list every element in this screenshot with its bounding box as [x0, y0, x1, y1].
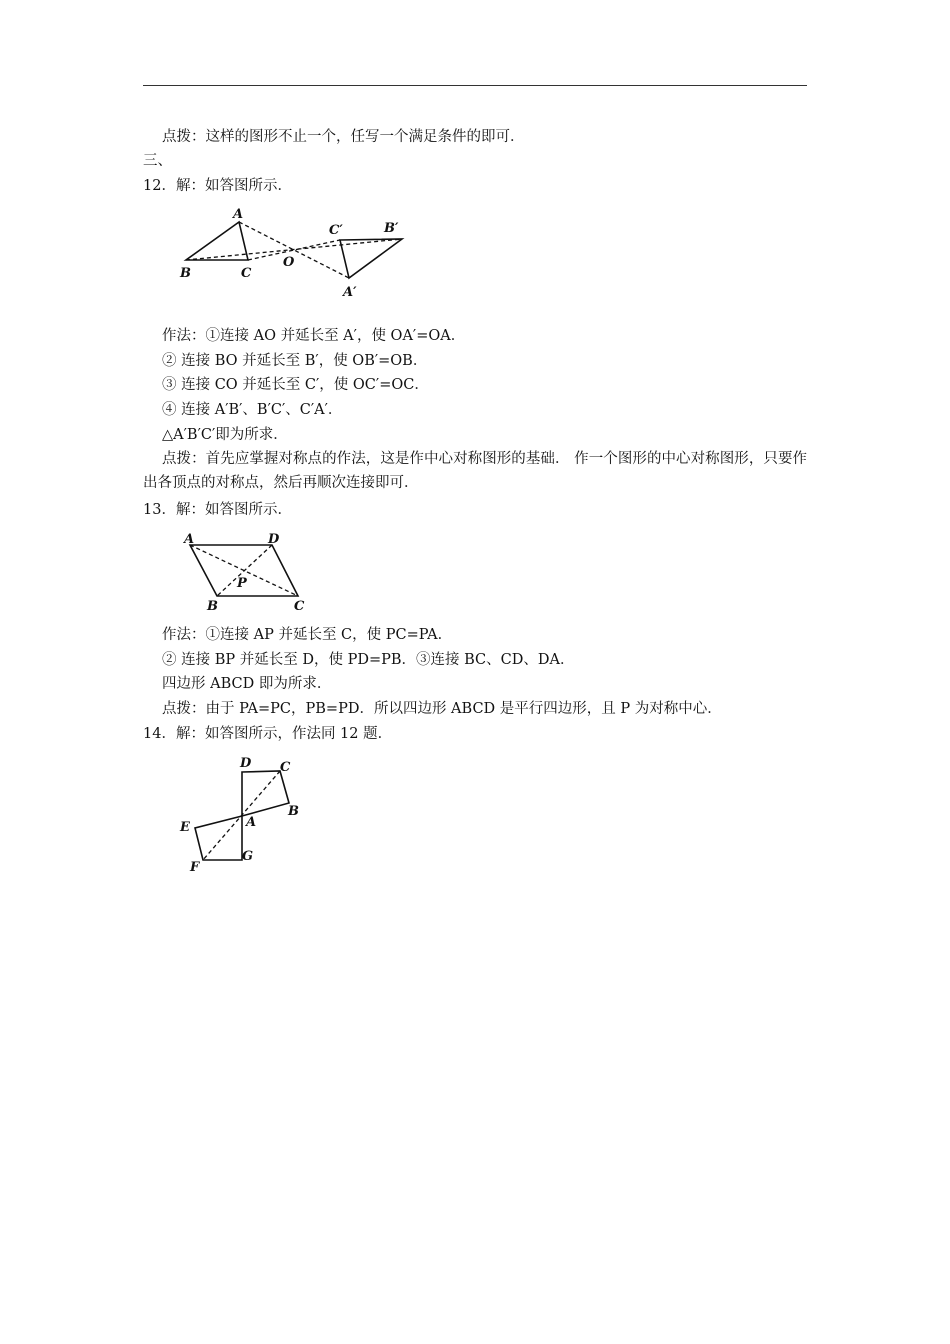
- label-cp: C′: [329, 223, 343, 238]
- label-ap: A′: [343, 285, 357, 300]
- label-d: D: [240, 756, 252, 771]
- tip-line-1: 点拨：这样的图形不止一个，任写一个满足条件的即可．: [162, 129, 525, 145]
- label-a: A: [184, 532, 195, 547]
- q12-answer: 12．解：如答图所示．: [143, 178, 292, 194]
- q13-result: 四边形 ABCD 即为所求．: [162, 676, 332, 692]
- section-heading: 三、: [143, 153, 172, 169]
- label-c: C: [294, 599, 305, 614]
- label-b: B: [180, 266, 191, 281]
- label-c: C: [241, 266, 252, 281]
- q12-tip: 点拨：首先应掌握对称点的作法，这是作中心对称图形的基础． 作一个图形的中心对称图形，只要作出各顶点的对称点，然后再顺次连接即可．: [143, 451, 807, 491]
- label-e: E: [180, 820, 190, 835]
- q12-result: △A′B′C′即为所求．: [162, 427, 288, 443]
- label-p: P: [237, 576, 247, 591]
- q13-answer: 13．解：如答图所示．: [143, 502, 292, 518]
- q12-step-3: ③ 连接 CO 并延长至 C′，使 OC′=OC．: [162, 377, 429, 393]
- label-g: G: [242, 849, 254, 864]
- label-f: F: [190, 860, 200, 875]
- q13-step-2: ② 连接 BP 并延长至 D，使 PD=PB．③连接 BC、CD、DA．: [162, 652, 575, 668]
- label-o: O: [283, 255, 295, 270]
- label-d: D: [268, 532, 280, 547]
- label-bp: B′: [384, 221, 399, 236]
- label-c: C: [280, 760, 291, 775]
- label-b: B: [207, 599, 218, 614]
- quad-aefg: [195, 816, 242, 860]
- label-b: B: [288, 804, 299, 819]
- label-a: A: [246, 815, 257, 830]
- q14-answer: 14．解：如答图所示，作法同 12 题．: [143, 726, 393, 742]
- q12-step-4: ④ 连接 A′B′、B′C′、C′A′．: [162, 402, 343, 418]
- q12-step-1: 作法：①连接 AO 并延长至 A′，使 OA′=OA．: [162, 328, 466, 344]
- label-a: A: [233, 207, 244, 222]
- q13-step-1: 作法：①连接 AP 并延长至 C，使 PC=PA．: [162, 627, 453, 643]
- quad-abcd: [242, 771, 289, 816]
- q12-step-2: ② 连接 BO 并延长至 B′，使 OB′=OB．: [162, 353, 428, 369]
- q13-tip: 点拨：由于 PA=PC，PB=PD．所以四边形 ABCD 是平行四边形，且 P 为对称中心．: [162, 701, 722, 717]
